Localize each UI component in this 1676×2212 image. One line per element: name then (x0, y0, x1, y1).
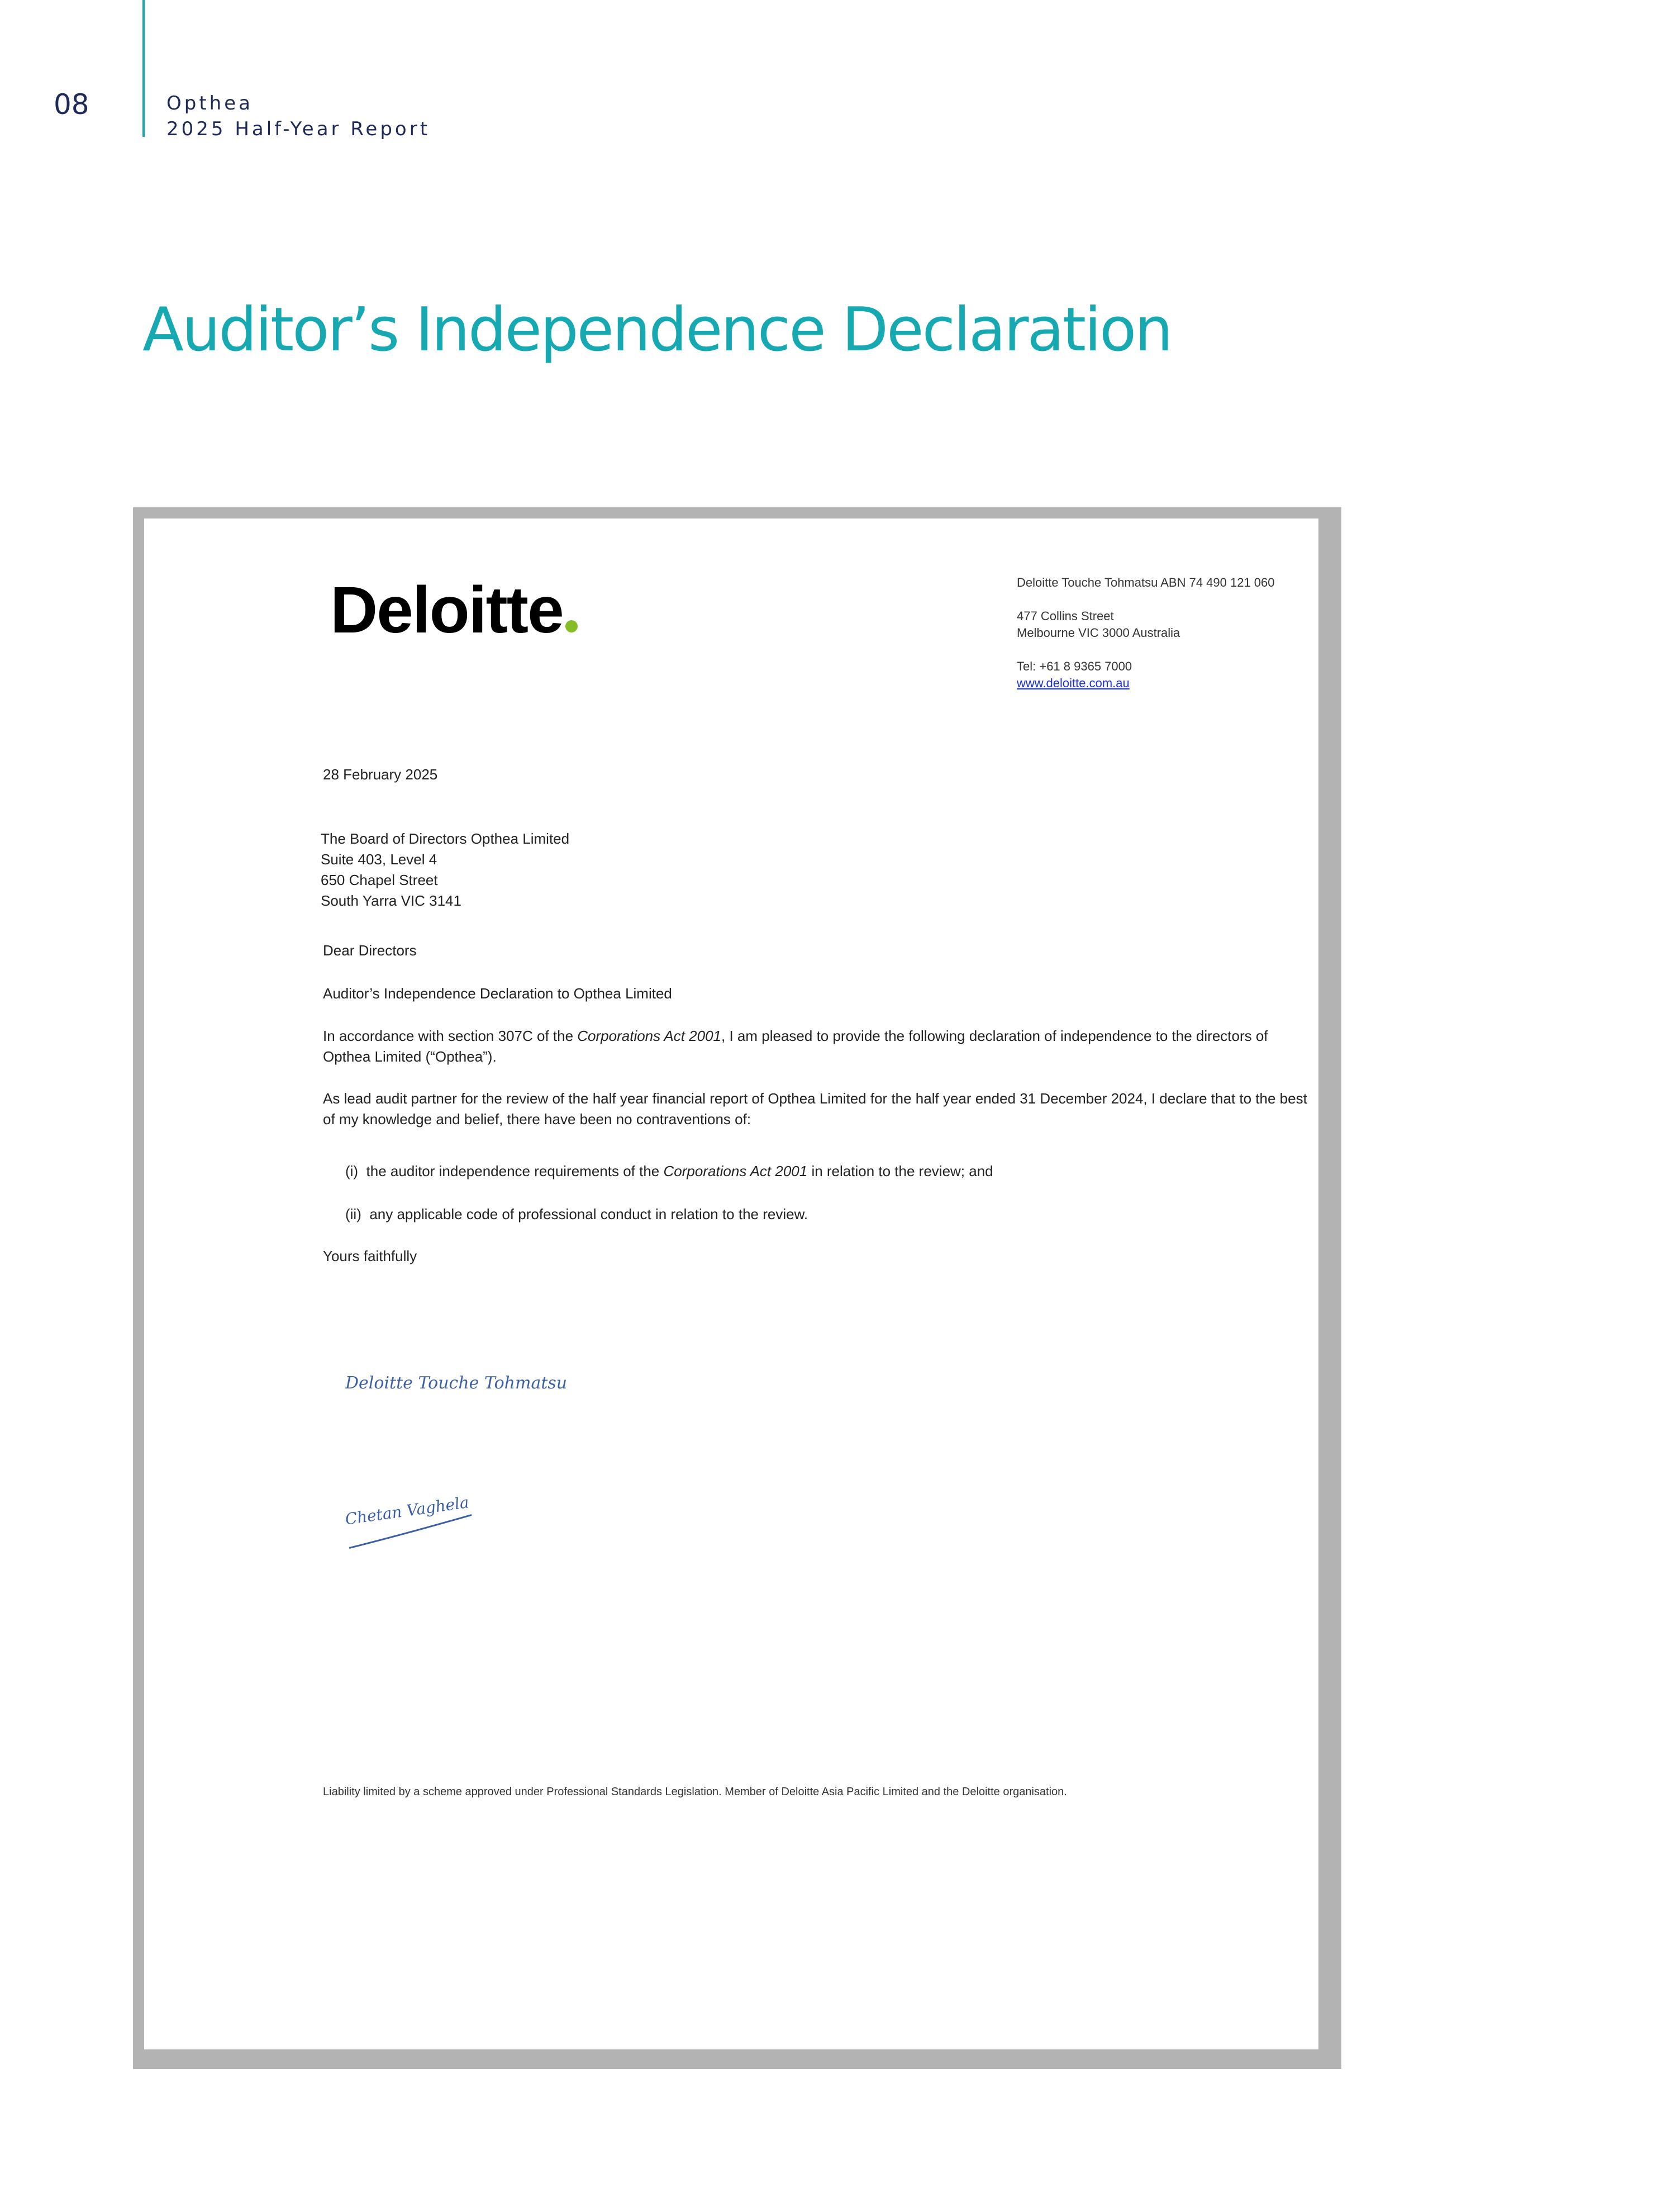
firm-street: 477 Collins Street (1017, 609, 1114, 623)
recipient-line: South Yarra VIC 3141 (321, 892, 461, 909)
firm-city: Melbourne VIC 3000 Australia (1017, 626, 1180, 640)
header-divider (142, 0, 145, 137)
paragraph-1 (323, 1026, 1306, 1067)
list-item-number: (i) (345, 1163, 359, 1179)
list-item-text-end: in relation to the review; and (807, 1163, 993, 1179)
act-citation: Corporations Act 2001 (663, 1163, 808, 1179)
paragraph-2: As lead audit partner for the review of the half year financial report of Opthea Limited for the half year ended 31 December 2024, I declare that to the best of my knowledge and belief, there have been no contraventions of: (323, 1090, 1307, 1128)
recipient-line: Suite 403, Level 4 (321, 851, 437, 868)
list-item-1 (345, 1161, 993, 1182)
partner-signature (344, 1493, 470, 1529)
page-title: Auditor’s Independence Declaration (142, 295, 1172, 365)
letter-date: 28 February 2025 (323, 766, 438, 783)
auditor-letter (144, 518, 1318, 2049)
firm-signature: Deloitte Touche Tohmatsu (345, 1373, 568, 1393)
list-item-text: any applicable code of professional conduct in relation to the review. (369, 1206, 808, 1222)
deloitte-logo (330, 573, 578, 647)
recipient-address (321, 829, 569, 911)
act-citation: Corporations Act 2001 (577, 1027, 722, 1044)
firm-telephone: Tel: +61 8 9365 7000 (1017, 659, 1132, 673)
report-name: 2025 Half-Year Report (166, 118, 431, 140)
paragraph-1-text: In accordance with section 307C of the (323, 1027, 578, 1044)
firm-name: Deloitte Touche Tohmatsu ABN 74 490 121 060 (1017, 575, 1275, 589)
closing: Yours faithfully (323, 1248, 417, 1264)
partner-signature-text: Chetan Vaghela (344, 1493, 470, 1529)
recipient-line: 650 Chapel Street (321, 872, 438, 888)
paragraph-1-text-end: , I am pleased to provide the following declaration of independence to the directors of Opthea Limited (“Opthea”). (323, 1027, 1268, 1065)
firm-website-link[interactable]: www.deloitte.com.au (1017, 676, 1130, 690)
logo-dot-icon (565, 620, 578, 632)
letter-subject: Auditor’s Independence Declaration to Opthea Limited (323, 985, 672, 1002)
report-header (166, 91, 430, 142)
list-item-2 (345, 1204, 808, 1225)
letter-footer: Liability limited by a scheme approved under Professional Standards Legislation. Member of Deloitte Asia Pacific Limited and the Deloitte organisation. (323, 1786, 1067, 1798)
recipient-line: The Board of Directors Opthea Limited (321, 830, 570, 847)
letter-frame (133, 507, 1341, 2069)
brand-name: Opthea (166, 92, 253, 115)
salutation: Dear Directors (323, 942, 417, 959)
list-item-text: the auditor independence requirements of the (366, 1163, 664, 1179)
firm-address-block (1017, 574, 1275, 692)
list-item-number: (ii) (345, 1206, 361, 1222)
deloitte-logo-text: Deloitte (330, 573, 563, 647)
page-number: 08 (54, 88, 89, 121)
